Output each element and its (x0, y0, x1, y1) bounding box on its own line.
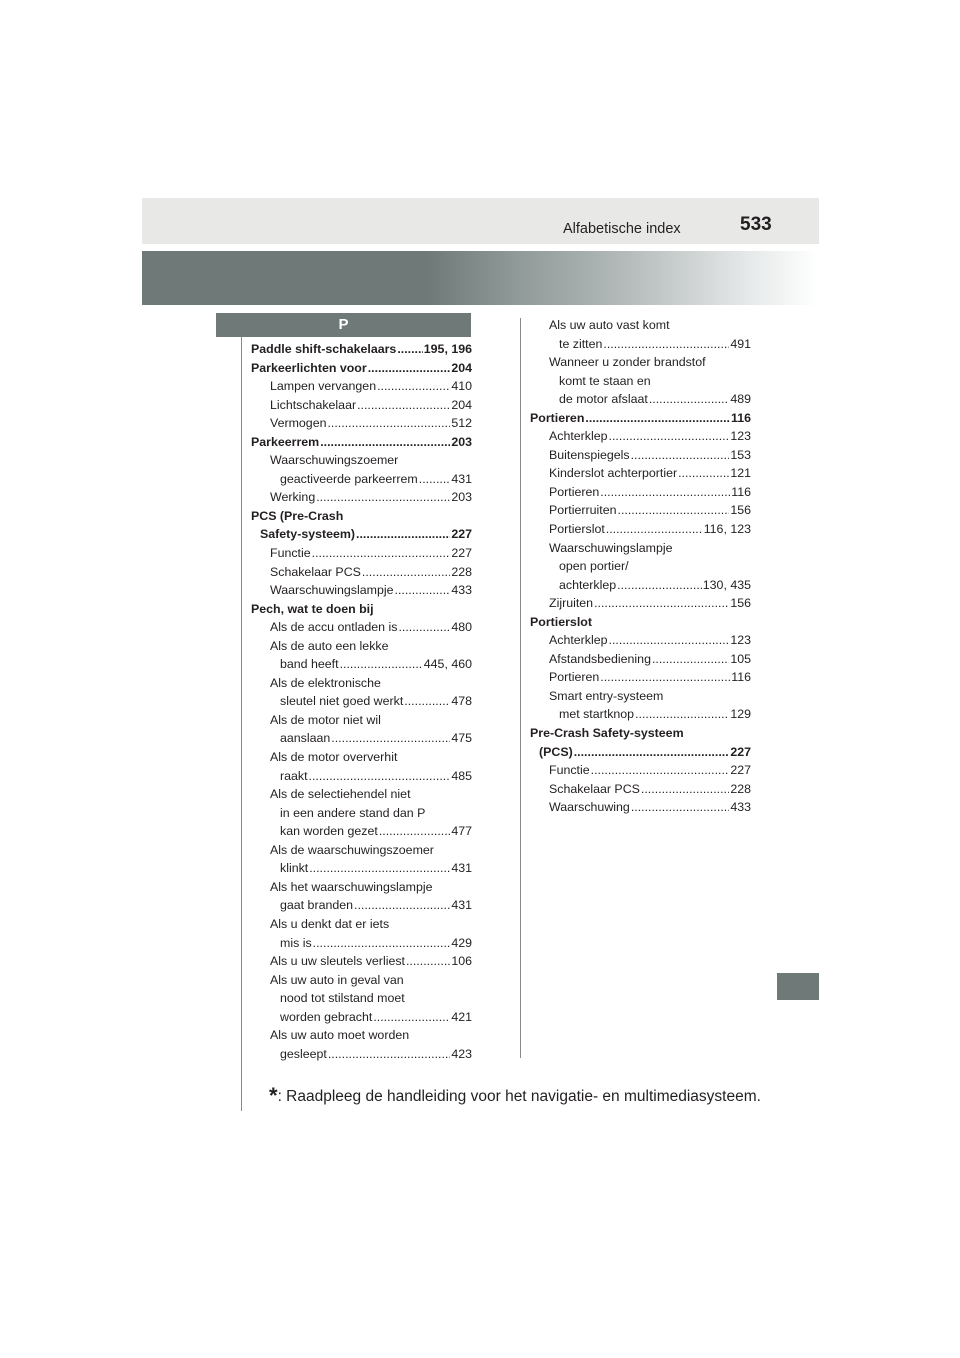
dot-leader (327, 414, 450, 433)
index-column-left (251, 340, 472, 1063)
index-sub-entry (530, 650, 751, 669)
entry-text: Als uw auto moet worden (270, 1028, 410, 1043)
index-sub-entry (530, 668, 751, 687)
page-ref: 480 (451, 620, 472, 635)
entry-text: gaat branden (280, 898, 354, 913)
index-sub-entry (251, 544, 472, 563)
page-ref: 431 (451, 861, 472, 876)
entry-text: Als de auto een lekke (270, 638, 389, 653)
index-sub-entry (530, 798, 751, 817)
entry-text: Smart entry-systeem (549, 688, 664, 703)
entry-text: Pech, wat te doen bij (251, 601, 374, 616)
dot-leader (356, 525, 450, 544)
dot-leader (678, 464, 729, 483)
index-sub-entry (530, 464, 751, 483)
index-sub-entry (530, 761, 751, 780)
page-ref: 410 (451, 379, 472, 394)
entry-text: Paddle shift-schakelaars (251, 342, 397, 356)
page-ref: 445, 460 (423, 657, 472, 672)
chapter-side-tab (777, 973, 819, 1000)
index-sub-entry (251, 581, 472, 600)
index-sub-entry (251, 952, 472, 971)
entry-text: Wanneer u zonder brandstof (549, 355, 706, 370)
page-ref: 105 (730, 651, 751, 666)
dot-leader (609, 631, 730, 650)
index-sub-entry (251, 841, 472, 878)
page-ref: 433 (451, 583, 472, 598)
entry-text: Portierruiten (549, 503, 617, 518)
index-sub-entry (251, 414, 472, 433)
dot-leader (600, 483, 730, 502)
page-ref: 116 (731, 670, 751, 685)
dot-leader (331, 729, 450, 748)
dot-leader (398, 618, 450, 637)
index-sub-entry (530, 520, 751, 539)
entry-text: Schakelaar PCS (549, 781, 640, 796)
dot-leader (585, 409, 730, 428)
dot-leader (617, 576, 702, 595)
dot-leader (316, 488, 450, 507)
index-main-entry (251, 600, 472, 619)
page-ref: 475 (451, 731, 472, 746)
dot-leader (618, 501, 730, 520)
entry-text: Schakelaar PCS (270, 564, 361, 579)
page-ref: 130, 435 (702, 577, 751, 592)
entry-text: Zijruiten (549, 596, 594, 611)
entry-text: Als u uw sleutels verliest (270, 954, 405, 969)
page-ref: 478 (451, 694, 472, 709)
entry-text: achterklep (559, 577, 617, 592)
index-sub-entry (530, 594, 751, 613)
page-ref: 156 (730, 503, 751, 518)
page-ref: 512 (451, 416, 472, 431)
entry-text: Achterklep (549, 633, 608, 648)
index-sub-entry (251, 377, 472, 396)
entry-text: met startknop (559, 707, 635, 722)
entry-text: Portierslot (549, 522, 605, 537)
index-sub-entry (530, 353, 751, 409)
page-ref: 116 (731, 410, 751, 425)
page-number: 533 (740, 214, 772, 235)
index-sub-entry (251, 451, 472, 488)
page-ref: 123 (730, 429, 751, 444)
entry-text: Als u denkt dat er iets (270, 916, 390, 931)
index-sub-entry (530, 687, 751, 724)
page-ref: 116 (731, 484, 751, 499)
entry-text: open portier/ (559, 559, 629, 574)
entry-text: Parkeerrem (251, 434, 320, 449)
dot-leader (591, 761, 730, 780)
index-sub-entry (530, 316, 751, 353)
entry-text: Lampen vervangen (270, 379, 377, 394)
entry-text: Waarschuwing (549, 800, 630, 815)
entry-text: Waarschuwingslampje (549, 540, 673, 555)
entry-text: Portieren (530, 410, 585, 425)
index-sub-entry (251, 1026, 472, 1063)
footnote-text: : Raadpleeg de handleiding voor het navigatie- en multimediasysteem. (277, 1088, 761, 1105)
dot-leader (397, 340, 422, 359)
entry-text: Functie (549, 763, 590, 778)
dot-leader (309, 859, 450, 878)
index-column-right (530, 316, 751, 817)
page-ref: 423 (451, 1046, 472, 1061)
entry-text: klinkt (280, 861, 309, 876)
index-sub-entry (251, 748, 472, 785)
footnote (269, 1083, 761, 1109)
index-sub-entry (530, 631, 751, 650)
dot-leader (377, 377, 450, 396)
dot-leader (574, 743, 730, 762)
section-letter-bar: P (216, 313, 471, 337)
dot-leader (320, 433, 450, 452)
entry-text: te zitten (559, 336, 603, 351)
entry-text: geactiveerde parkeerrem (280, 471, 418, 486)
page-ref: 123 (730, 633, 751, 648)
dot-leader (362, 563, 450, 582)
index-main-entry (530, 613, 751, 632)
page-ref: 204 (451, 360, 472, 375)
entry-text: Lichtschakelaar (270, 397, 357, 412)
entry-text: Als de elektronische (270, 675, 381, 690)
index-sub-entry (251, 878, 472, 915)
entry-text: Werking (270, 490, 316, 505)
index-sub-entry (251, 637, 472, 674)
dot-leader (312, 544, 451, 563)
entry-text: Safety-systeem) (260, 527, 356, 542)
index-sub-entry (530, 427, 751, 446)
dot-leader (354, 896, 450, 915)
dot-leader (594, 594, 729, 613)
dot-leader (404, 692, 450, 711)
index-sub-entry (251, 971, 472, 1027)
page-ref: 228 (451, 564, 472, 579)
entry-text: in een andere stand dan P (280, 805, 426, 820)
dot-leader (419, 470, 451, 489)
page-ref: 106 (451, 954, 472, 969)
header-gradient-band (142, 251, 819, 305)
page-ref: 431 (451, 471, 472, 486)
entry-text: Als de waarschuwingszoemer (270, 842, 434, 857)
page-ref: 433 (730, 800, 751, 815)
dot-leader (340, 655, 423, 674)
page-ref: 153 (730, 447, 751, 462)
entry-text: komt te staan en (559, 373, 651, 388)
dot-leader (357, 396, 450, 415)
page-ref: 156 (730, 596, 751, 611)
dot-leader (395, 581, 451, 600)
dot-leader (641, 780, 729, 799)
entry-text: Vermogen (270, 416, 327, 431)
index-main-entry (530, 409, 751, 428)
page-ref: 129 (730, 707, 751, 722)
page-ref: 203 (451, 490, 472, 505)
page-ref: 195, 196 (423, 342, 472, 356)
entry-text: Pre-Crash Safety-systeem (530, 726, 684, 741)
entry-text: band heeft (280, 657, 339, 672)
index-sub-entry (251, 785, 472, 841)
dot-leader (309, 767, 451, 786)
index-main-entry (251, 507, 472, 544)
entry-text: Als uw auto vast komt (549, 318, 670, 332)
entry-text: Als uw auto in geval van (270, 972, 404, 987)
entry-text: Waarschuwingszoemer (270, 453, 399, 468)
index-main-entry (530, 724, 751, 761)
entry-text: nood tot stilstand moet (280, 991, 405, 1006)
dot-leader (606, 520, 703, 539)
dot-leader (379, 822, 451, 841)
entry-text: Afstandsbediening (549, 651, 651, 666)
entry-text: (PCS) (539, 744, 573, 759)
index-sub-entry (251, 915, 472, 952)
entry-text: Als de motor oververhit (270, 750, 398, 765)
index-sub-entry (251, 618, 472, 637)
entry-text: Als de selectiehendel niet (270, 787, 411, 802)
index-sub-entry (530, 780, 751, 799)
entry-text: PCS (Pre-Crash (251, 508, 344, 523)
header-bar (142, 198, 819, 244)
dot-leader (652, 650, 729, 669)
page-ref: 228 (730, 781, 751, 796)
entry-text: kan worden gezet (280, 824, 378, 839)
page-ref: 116, 123 (703, 522, 751, 537)
index-sub-entry (251, 563, 472, 582)
header-title: Alfabetische index (563, 221, 681, 237)
page-ref: 477 (451, 824, 472, 839)
dot-leader (328, 1045, 450, 1064)
page-ref: 421 (451, 1009, 472, 1024)
page-ref: 121 (730, 466, 751, 481)
entry-text: raakt (280, 768, 308, 783)
dot-leader (609, 427, 730, 446)
entry-text: mis is (280, 935, 312, 950)
dot-leader (406, 952, 450, 971)
dot-leader (313, 934, 451, 953)
page-ref: 431 (451, 898, 472, 913)
page-ref: 227 (730, 744, 751, 759)
index-sub-entry (530, 483, 751, 502)
page-ref: 227 (730, 763, 751, 778)
page-ref: 227 (451, 546, 472, 561)
footnote-marker: * (269, 1083, 278, 1108)
page-ref: 429 (451, 935, 472, 950)
page-ref: 485 (451, 768, 472, 783)
index-main-entry (251, 340, 472, 359)
entry-text: aanslaan (280, 731, 331, 746)
dot-leader (631, 798, 730, 817)
index-main-entry (251, 433, 472, 452)
page-ref: 227 (451, 527, 472, 542)
entry-text: Als de motor niet wil (270, 712, 381, 727)
dot-leader (649, 390, 729, 409)
entry-text: Portierslot (530, 614, 592, 629)
index-sub-entry (251, 674, 472, 711)
page-ref: 489 (730, 392, 751, 407)
index-sub-entry (251, 711, 472, 748)
entry-text: Achterklep (549, 429, 608, 444)
dot-leader (600, 668, 730, 687)
entry-text: Als de accu ontladen is (270, 620, 398, 635)
page-ref: 203 (451, 434, 472, 449)
index-sub-entry (530, 446, 751, 465)
dot-leader (631, 446, 730, 465)
index-sub-entry (530, 539, 751, 595)
index-main-entry (251, 359, 472, 378)
entry-text: Functie (270, 546, 311, 561)
entry-text: Als het waarschuwingslampje (270, 879, 433, 894)
dot-leader (635, 705, 729, 724)
entry-text: worden gebracht (280, 1009, 373, 1024)
index-sub-entry (251, 488, 472, 507)
dot-leader (373, 1008, 450, 1027)
entry-text: Buitenspiegels (549, 447, 630, 462)
dot-leader (368, 359, 451, 378)
entry-text: Portieren (549, 670, 600, 685)
entry-text: Kinderslot achterportier (549, 466, 678, 481)
entry-text: Portieren (549, 484, 600, 499)
entry-text: gesleept (280, 1046, 327, 1061)
dot-leader (603, 335, 729, 354)
entry-text: sleutel niet goed werkt (280, 694, 404, 709)
page-ref: 491 (730, 336, 751, 351)
left-margin-rule (241, 318, 242, 1111)
entry-text: Waarschuwingslampje (270, 583, 394, 598)
page-ref: 204 (451, 397, 472, 412)
column-divider (520, 318, 521, 1058)
entry-text: de motor afslaat (559, 392, 648, 407)
index-sub-entry (530, 501, 751, 520)
index-sub-entry (251, 396, 472, 415)
entry-text: Parkeerlichten voor (251, 360, 367, 375)
